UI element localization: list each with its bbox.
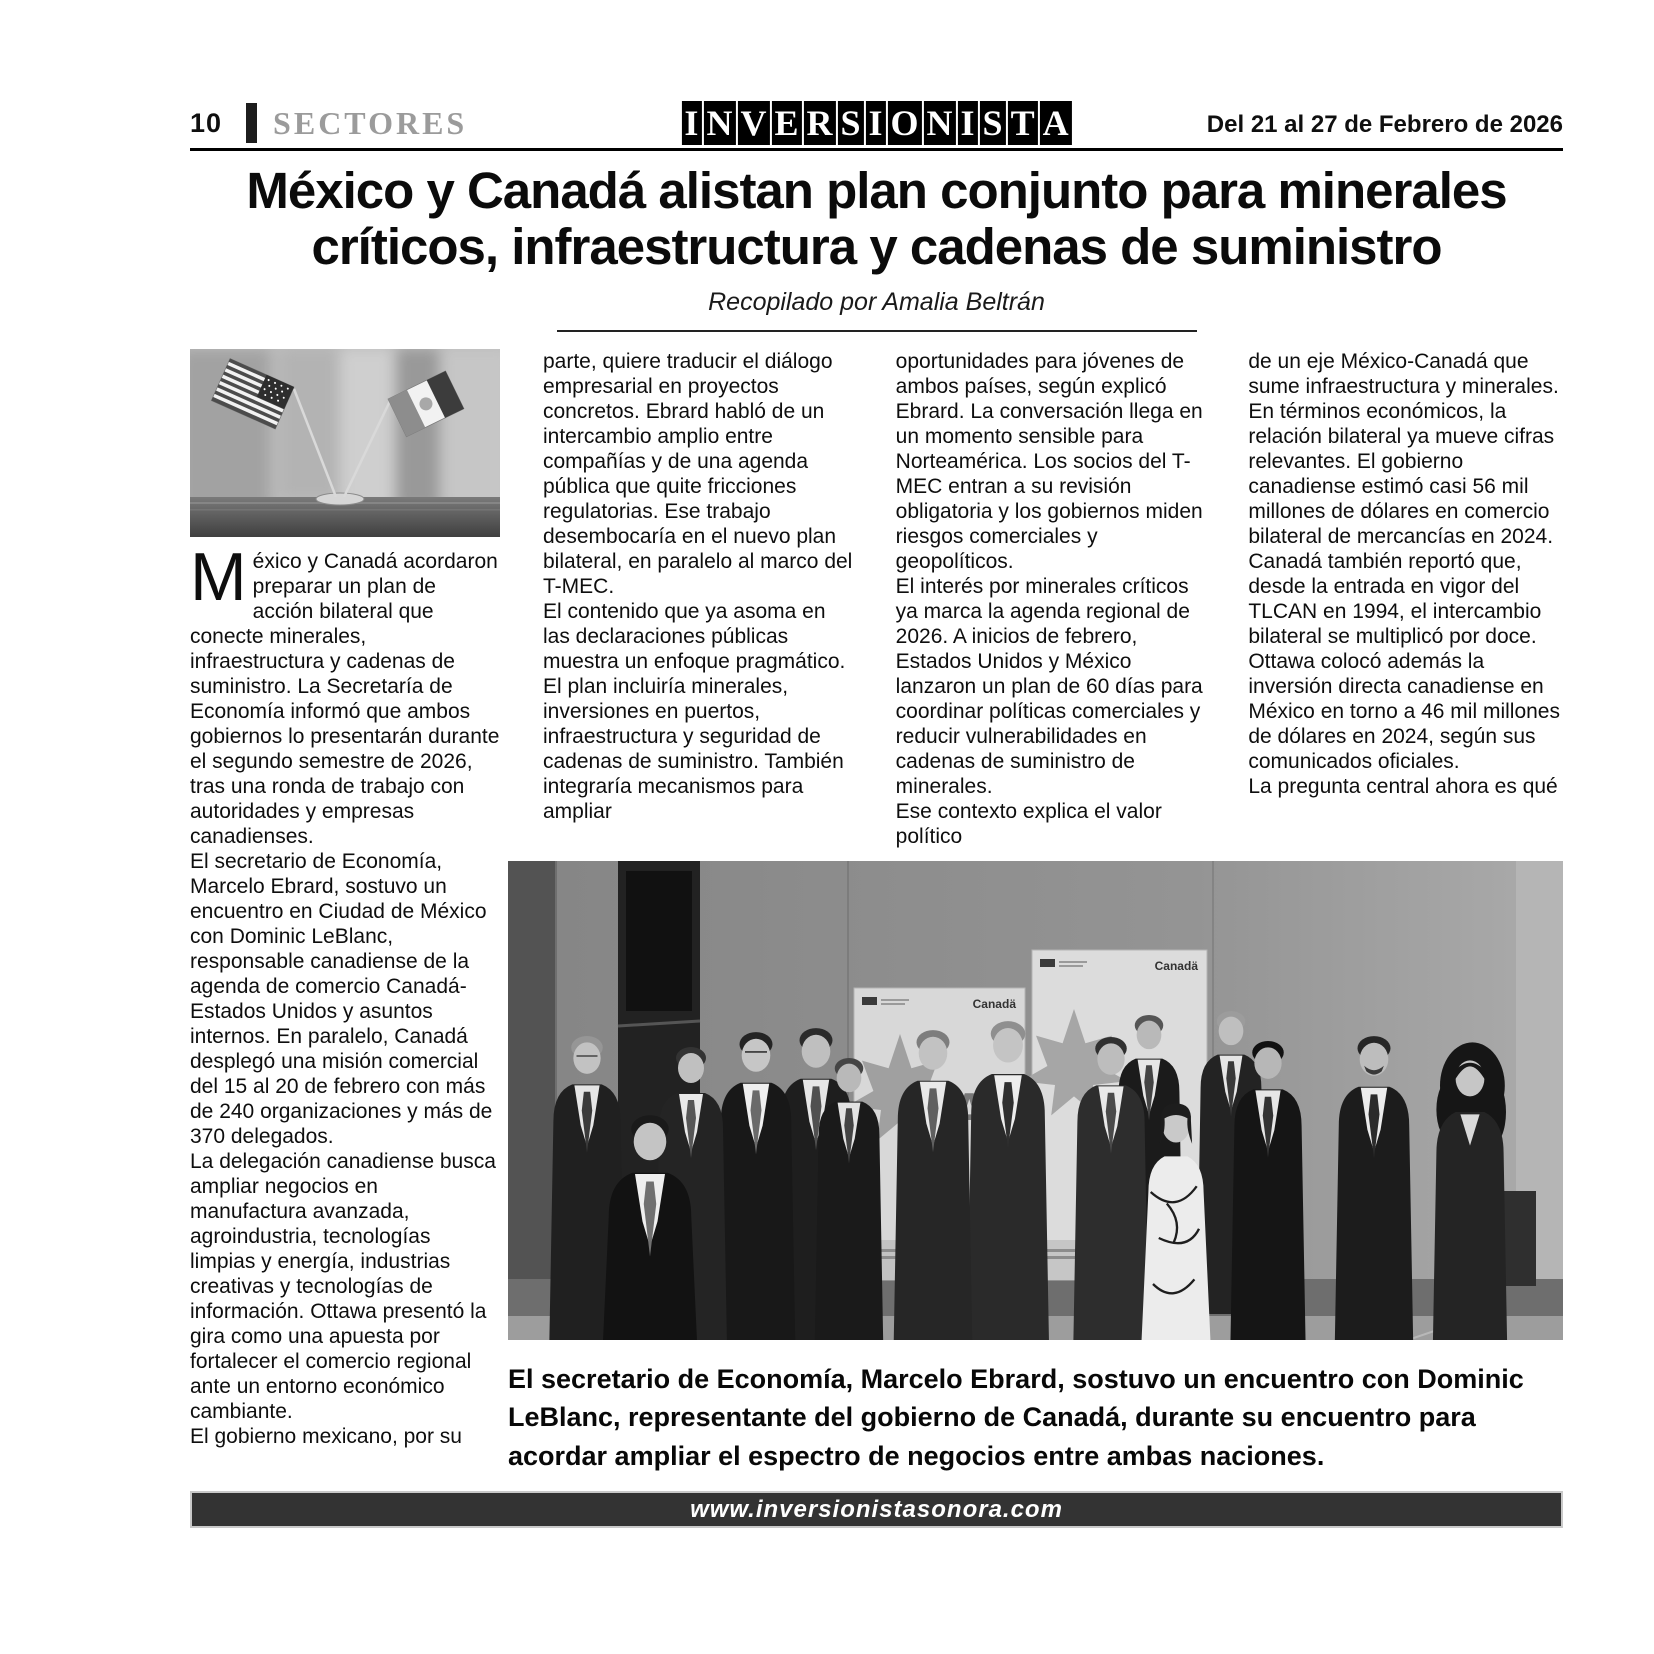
article-paragraph: El contenido que ya asoma en las declaraciones públicas muestra un enfoque pragmático. El plan incluiría minerales, inversiones en puertos, infraestructura y seguridad de cadenas de suministro. También integraría mecanismos para ampliar: [543, 600, 846, 824]
page-header: [190, 95, 1563, 151]
text-columns: [508, 349, 1563, 849]
footer-bar: [190, 1491, 1563, 1528]
column-1: [190, 349, 500, 1475]
article-paragraph: México y Canadá acordaron preparar un plan de acción bilateral que conecte minerales, infraestructura y cadenas de suministro. La Secretaría de Economía informó que ambos gobiernos lo presentarán durante el segundo semestre de 2026, tras una ronda de trabajo con autoridades y empresas canadienses.: [190, 539, 500, 849]
website-url: www.inversionistasonora.com: [690, 1495, 1063, 1523]
section-divider-bar: [246, 103, 257, 143]
svg-text:Canadä: Canadä: [972, 997, 1016, 1012]
byline-rule: [557, 330, 1197, 332]
headline-line-2: críticos, infraestructura y cadenas de suministro: [311, 217, 1442, 275]
svg-text:Canadä: Canadä: [1154, 959, 1198, 974]
article-paragraph: Ese contexto explica el valor político: [895, 800, 1162, 849]
photo-caption: El secretario de Economía, Marcelo Ebrard, sostuvo un encuentro con Dominic LeBlanc, representante del gobierno de Canadá, durante su encuentro para acordar ampliar el espectro de negocios entre ambas naciones.: [508, 1364, 1524, 1471]
drop-cap: M: [190, 539, 247, 616]
article-paragraph: El gobierno mexicano, por su: [190, 1425, 462, 1449]
header-left: [190, 103, 467, 143]
headline-line-1: México y Canadá alistan plan conjunto para minerales: [246, 162, 1507, 219]
article-paragraph: El interés por minerales críticos ya marca la agenda regional de 2026. A inicios de febrero, Estados Unidos y México lanzaron un plan de 60 días para coordinar políticas comerciales y reducir vulnerabilidades en cadenas de suministro de minerales.: [895, 575, 1203, 799]
article-headline: [190, 163, 1563, 274]
article-paragraph: La delegación canadiense busca ampliar negocios en manufactura avanzada, agroindustria, tecnologías limpias y energía, industrias creativas y tecnologías de información. Ottawa presentó la gira como una apuesta por fortalecer el comercio regional ante un entorno económico cambiante.: [190, 1150, 496, 1424]
masthead: I N V E R S I O N I S T A: [681, 101, 1071, 145]
column-4: [1248, 349, 1563, 849]
person-woman-curly: [1432, 1043, 1509, 1341]
issue-date: Del 21 al 27 de Febrero de 2026: [1206, 111, 1563, 138]
right-region: [508, 349, 1563, 1475]
flags-photo: [190, 349, 500, 537]
article-paragraph: oportunidades para jóvenes de ambos países, según explicó Ebrard. La conversación llega en un momento sensible para Norteamérica. Los socios del T-MEC entran a su revisión obligatoria y los gobiernos miden riesgos comerciales y geopolíticos.: [895, 350, 1203, 574]
page-number: 10: [190, 107, 223, 138]
article-body: [190, 349, 1563, 1475]
newspaper-page: [190, 95, 1563, 1528]
article-paragraph: La pregunta central ahora es qué: [1248, 775, 1558, 799]
article-paragraph: de un eje México-Canadá que sume infraestructura y minerales. En términos económicos, la relación bilateral ya mueve cifras relevantes. El gobierno canadiense estimó casi 56 mil millones de dólares en comercio bilateral de mercancías en 2024. Canadá también reportó que, desde la entrada en vigor del TLCAN en 1994, el intercambio bilateral se multiplicó por doce. Ottawa colocó además la inversión directa canadiense en México en torno a 46 mil millones de dólares en 2024, según sus comunicados oficiales.: [1248, 350, 1560, 774]
group-photo: [508, 861, 1563, 1340]
article-paragraph: El secretario de Economía, Marcelo Ebrard, sostuvo un encuentro en Ciudad de México con Dominic LeBlanc, responsable canadiense de la agenda de comercio Canadá-Estados Unidos y asuntos internos. En paralelo, Canadá desplegó una misión comercial del 15 al 20 de febrero con más de 240 organizaciones y más de 370 delegados.: [190, 850, 493, 1149]
byline: Recopilado por Amalia Beltrán: [708, 288, 1045, 317]
section-title: SECTORES: [273, 104, 468, 141]
column-3: [896, 349, 1211, 849]
column-2: [543, 349, 858, 849]
article-paragraph: parte, quiere traducir el diálogo empresarial en proyectos concretos. Ebrard habló de un intercambio amplio entre compañías y de una agenda pública que quite fricciones regulatorias. Ese trabajo desembocaría en el nuevo plan bilateral, en paralelo al marco del T-MEC.: [543, 350, 853, 599]
